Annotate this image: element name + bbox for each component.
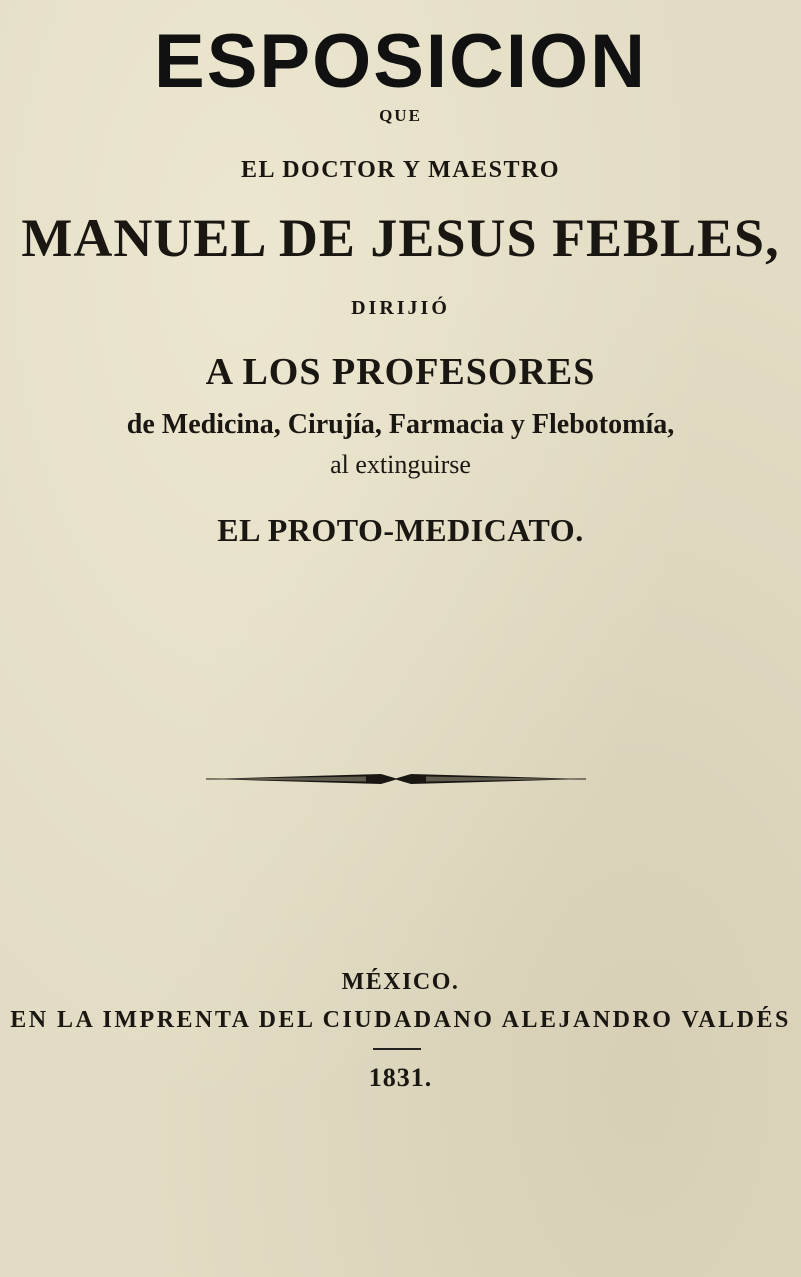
short-divider bbox=[373, 1048, 421, 1050]
document-title: ESPOSICION bbox=[154, 19, 647, 104]
year-line: 1831. bbox=[368, 1063, 433, 1092]
author-title: EL DOCTOR Y MAESTRO bbox=[241, 157, 560, 183]
description-line-2: al extinguirse bbox=[330, 450, 471, 479]
place-line: MÉXICO. bbox=[341, 969, 460, 995]
recipients-heading: A LOS PROFESORES bbox=[205, 351, 596, 393]
description-line-1: de Medicina, Cirujía, Farmacia y Flebotomía, bbox=[126, 409, 675, 440]
connector-que: QUE bbox=[379, 106, 422, 125]
subject-heading: EL PROTO-MEDICATO. bbox=[217, 512, 584, 548]
printer-line: EN LA IMPRENTA DEL CIUDADANO ALEJANDRO VALDÉS bbox=[10, 1007, 791, 1033]
ornament-rule-icon bbox=[206, 768, 586, 790]
author-name: MANUEL DE JESUS FEBLES, bbox=[21, 208, 780, 268]
verb-line: DIRIJIÓ bbox=[351, 297, 450, 319]
